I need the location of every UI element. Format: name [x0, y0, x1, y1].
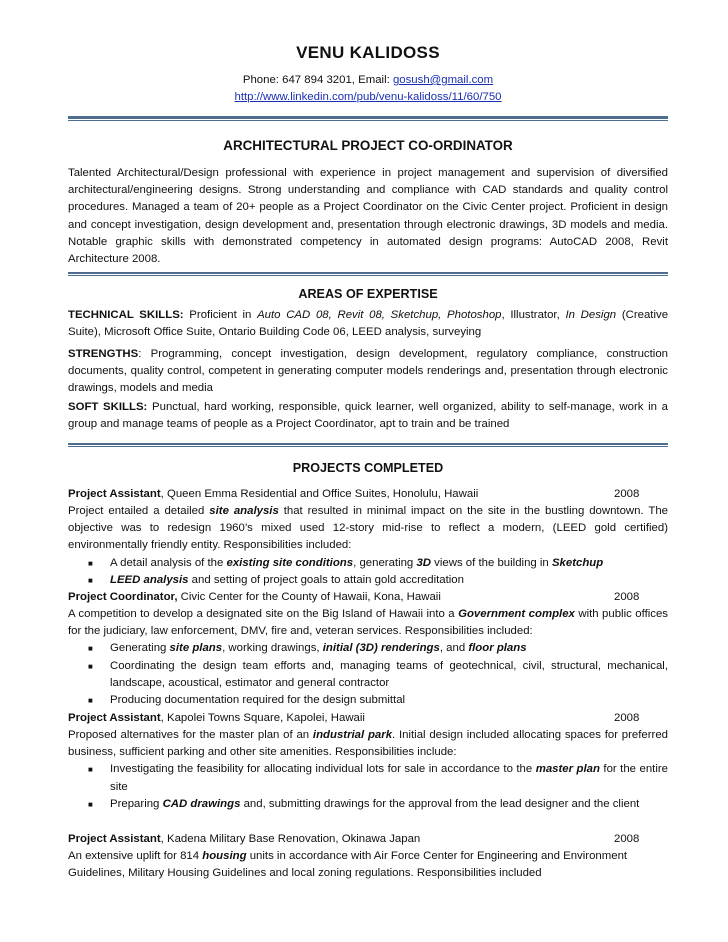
square-bullet-icon: ■ [88, 558, 93, 568]
list-item [68, 692, 668, 709]
description-emphasis: housing [202, 850, 247, 862]
responsibility-list [68, 761, 668, 813]
project-entry [68, 486, 668, 589]
technical-label: TECHNICAL SKILLS: [68, 309, 184, 321]
item-emphasis: Sketchup [551, 556, 604, 569]
item-text: for the entire site [110, 763, 668, 793]
strengths-text: : Programming, concept investigation, design development, regulatory compliance, construction documents, quality control, competent in generating computer models renderings and, presentation through electronic drawings, models and media [68, 348, 668, 395]
item-emphasis: existing site conditions [226, 556, 354, 569]
project-year: 2008 [614, 591, 640, 603]
linkedin-link[interactable]: http://www.linkedin.com/pub/venu-kalidoss/11/60/750 [234, 91, 502, 103]
linkedin-line [68, 89, 668, 106]
project-description [68, 848, 668, 882]
projects-heading: PROJECTS COMPLETED [292, 461, 444, 475]
project-description [68, 503, 668, 555]
project-role: Project Assistant [68, 488, 161, 500]
project-place: Civic Center for the County of Hawaii, Kona, Hawaii [177, 591, 441, 603]
responsibility-list [68, 555, 668, 589]
item-text: Producing documentation required for the design submittal [110, 694, 406, 707]
square-bullet-icon: ■ [88, 644, 93, 654]
project-place: , Kapolei Towns Square, Kapolei, Hawaii [160, 712, 365, 724]
expertise-divider [68, 443, 668, 447]
summary-paragraph: Talented Architectural/Design professional with experience in project management and supervision of diversified architectural/engineering designs. Strong understanding and compliance with CAD standards and quality control procedures. Managed a team of 20+ people as a Project Coordinator on the Civic Center project. Proficient in design and concept investigation, design development and, presentation through electronic drawings, 3D models and media. Notable graphic skills with demonstrated competency in automated design programs: AutoCAD 2008, Revit Architecture 2008. [68, 167, 668, 266]
project-entry [68, 710, 668, 813]
soft-skills [68, 399, 668, 433]
project-header [68, 831, 668, 848]
description-text: Proposed alternatives for the master plan of an [68, 729, 313, 741]
project-header [68, 589, 668, 606]
description-text: A competition to develop a designated site on the Big Island of Hawaii into a [68, 608, 459, 620]
square-bullet-icon: ■ [88, 799, 93, 809]
description-emphasis: site analysis [209, 505, 279, 517]
candidate-name: VENU KALIDOSS [296, 43, 440, 62]
square-bullet-icon: ■ [88, 696, 93, 706]
square-bullet-icon: ■ [88, 575, 93, 585]
list-item [68, 761, 668, 795]
item-text: , generating [353, 556, 417, 569]
list-item [68, 796, 668, 813]
technical-text: (Creative Suite), Microsoft Office Suite, Ontario Building Code 06, LEED analysis, surveying [68, 309, 669, 339]
technical-text: Proficient in [183, 309, 258, 321]
description-text: with public offices for the judiciary, law enforcement, DMV, fire and, veteran services. Responsibilities included: [68, 608, 668, 638]
item-text: Preparing [110, 797, 163, 810]
technical-skills [68, 307, 668, 341]
project-year: 2008 [614, 712, 640, 724]
technical-software: Auto CAD 08, Revit 08, Sketchup, Photoshop [257, 309, 502, 321]
list-item [68, 572, 668, 589]
square-bullet-icon: ■ [88, 661, 93, 671]
item-emphasis: floor plans [468, 642, 527, 655]
project-place: , Queen Emma Residential and Office Suites, Honolulu, Hawaii [160, 488, 479, 500]
email-link[interactable]: gosush@gmail.com [392, 74, 494, 86]
strengths [68, 346, 668, 398]
description-text: . Initial design included allocating spaces for preferred business, sufficient parking and other site amenities. Responsibilities include: [68, 729, 668, 759]
soft-skills-label: SOFT SKILLS: [68, 401, 148, 413]
project-role: Project Coordinator, [68, 591, 178, 603]
description-emphasis: industrial park [312, 729, 393, 741]
item-text: and setting of project goals to attain gold accreditation [188, 573, 464, 586]
project-entry [68, 589, 668, 709]
project-header [68, 710, 668, 727]
item-emphasis: 3D [416, 556, 431, 569]
project-description [68, 727, 668, 761]
item-text: Investigating the feasibility for allocating individual lots for sale in accordance to the [110, 763, 536, 776]
list-item [68, 640, 668, 657]
technical-text: , Illustrator, [501, 309, 566, 321]
item-text: , and [439, 642, 469, 655]
project-place: , Kadena Military Base Renovation, Okinawa Japan [160, 833, 421, 845]
item-text: , working drawings, [222, 642, 323, 655]
project-year: 2008 [614, 833, 640, 845]
soft-skills-text: Punctual, hard working, responsible, quick learner, well organized, ability to self-manage, work in a group and manage teams of people as a Project Coordinator, apt to train and be trained [68, 401, 668, 431]
item-emphasis: master plan [535, 763, 600, 776]
strengths-label: STRENGTHS [68, 348, 139, 360]
square-bullet-icon: ■ [88, 765, 93, 775]
list-item [68, 555, 668, 572]
header-divider [68, 116, 668, 121]
description-text: An extensive uplift for 814 [68, 850, 203, 862]
summary-divider [68, 272, 668, 276]
item-text: and, submitting drawings for the approval from the lead designer and the client [240, 797, 640, 810]
item-emphasis: initial (3D) renderings [322, 642, 440, 655]
list-item [68, 658, 668, 692]
expertise-heading: AREAS OF EXPERTISE [298, 287, 438, 301]
description-text: units in accordance with Air Force Center for Engineering and Environment Guidelines, Military Housing Guidelines and local zoning regulations. Responsibilities included [68, 850, 628, 880]
project-year: 2008 [614, 488, 640, 500]
item-emphasis: LEED analysis [110, 573, 189, 586]
phone-text: Phone: 647 894 3201, Email: [242, 74, 393, 86]
project-entry [68, 831, 668, 882]
item-text: Generating [110, 642, 170, 655]
responsibility-list [68, 640, 668, 709]
project-role: Project Assistant [68, 712, 161, 724]
project-header [68, 486, 668, 503]
job-title: ARCHITECTURAL PROJECT CO-ORDINATOR [223, 138, 513, 153]
technical-software: In Design [565, 309, 617, 321]
description-emphasis: Government complex [458, 608, 575, 620]
item-emphasis: CAD drawings [162, 797, 241, 810]
item-text: views of the building in [431, 556, 552, 569]
project-role: Project Assistant [68, 833, 161, 845]
item-emphasis: site plans [169, 642, 223, 655]
description-text: that resulted in minimal impact on the site in the bustling downtown. The objective was to redesign 1960’s mixed used 12-story mid-rise to reflect a modern, (LEED gold certified) environmentally friendly entity. Responsibilities included: [68, 505, 669, 552]
project-description [68, 606, 668, 640]
description-text: Project entailed a detailed [68, 505, 210, 517]
item-text: Coordinating the design team efforts and, managing teams of geotechnical, civil, structural, mechanical, landscape, acoustical, estimator and general contractor [110, 659, 668, 689]
item-text: A detail analysis of the [110, 556, 227, 569]
contact-line [68, 72, 668, 89]
